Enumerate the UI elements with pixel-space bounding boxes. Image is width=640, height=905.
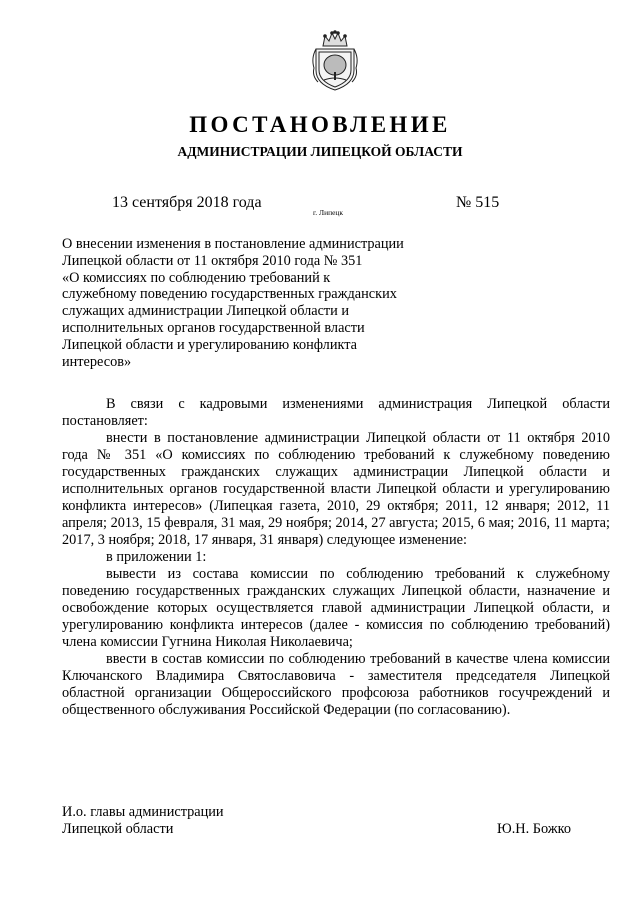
body-paragraph: в приложении 1:: [106, 549, 207, 565]
heading-line: исполнительных органов государственной власти: [62, 319, 365, 336]
signer-name: Ю.Н. Божко: [497, 821, 571, 837]
heading-line: «О комиссиях по соблюдению требований к: [62, 269, 331, 286]
heading-line: служебному поведению государственных гражданских: [62, 286, 397, 303]
document-heading: [62, 236, 432, 370]
signature-title: [62, 804, 224, 838]
coat-of-arms-icon: [310, 30, 360, 92]
body-paragraph: вывести из состава комиссии по соблюдению требований к служебному поведению государственных гражданских служащих Липецкой области, назначение и освобождение которых осуществляется главой администрации Липецкой области, и урегулированию конфликта интересов (далее - комиссия по соблюдению требований) члена комиссии Гугнина Николая Николаевича;: [62, 566, 610, 650]
heading-line: служащих администрации Липецкой области и: [62, 303, 350, 320]
signature-line: И.о. главы администрации: [62, 804, 224, 820]
heading-line: Липецкой области и урегулированию конфликта: [62, 336, 357, 353]
signature-line: Липецкой области: [62, 821, 174, 837]
body-paragraph: ввести в состав комиссии по соблюдению требований в качестве члена комиссии Ключанского Владимира Святославовича - заместителя председателя Липецкой областной организации Общероссийского профсоюза работников госучреждений и общественного обслуживания Российской Федерации (по согласованию).: [62, 651, 610, 718]
document-body: [62, 396, 610, 719]
document-city: г. Липецк: [313, 208, 344, 217]
heading-line: О внесении изменения в постановление администрации: [62, 236, 404, 252]
heading-line: интересов»: [62, 353, 132, 370]
document-date: 13 сентября 2018 года: [112, 194, 262, 211]
issuing-authority: АДМИНИСТРАЦИИ ЛИПЕЦКОЙ ОБЛАСТИ: [177, 144, 463, 159]
body-paragraph: В связи с кадровыми изменениями администрация Липецкой области постановляет:: [62, 396, 610, 429]
heading-line: Липецкой области от 11 октября 2010 года № 351: [62, 252, 363, 269]
document-number: № 515: [456, 194, 500, 211]
body-paragraph: внести в постановление администрации Липецкой области от 11 октября 2010 года № 351 «О комиссиях по соблюдению требований к служебному поведению государственных гражданских служащих администрации Липецкой области и исполнительных органов государственной власти Липецкой области и урегулированию конфликта интересов» (Липецкая газета, 2010, 29 октября; 2011, 12 января; 2012, 11 апреля; 2013, 15 февраля, 31 мая, 29 ноября; 2014, 27 августа; 2015, 6 мая; 2016, 11 марта; 2017, 3 ноября; 2018, 17 января, 31 января) следующее изменение:: [62, 430, 610, 548]
document-title: ПОСТАНОВЛЕНИЕ: [189, 112, 451, 137]
